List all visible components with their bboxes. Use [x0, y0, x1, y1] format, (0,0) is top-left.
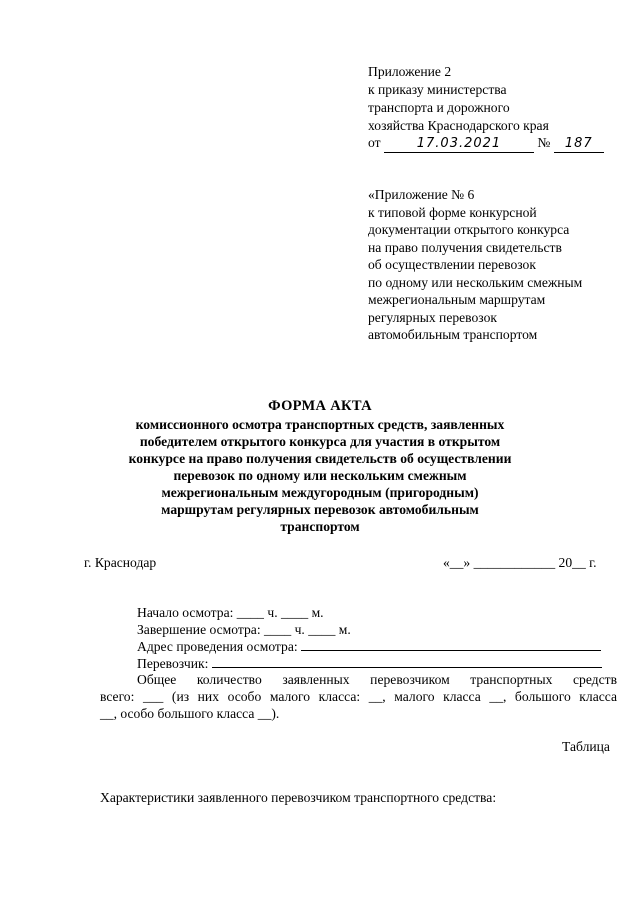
city: г. Краснодар [84, 555, 157, 570]
form-title: ФОРМА АКТА [268, 398, 372, 414]
address-row [137, 639, 601, 655]
title-line-1: комиссионного осмотра транспортных средств, заявленных [135, 417, 505, 432]
appendix-line-1: Приложение 2 [368, 64, 452, 79]
appendix6-line-1: «Приложение № 6 [368, 187, 475, 202]
order-date-row [368, 135, 604, 153]
order-date: 17.03.2021 [384, 136, 534, 153]
appendix-line-4: хозяйства Краснодарского края [368, 118, 549, 133]
appendix6-line-9: автомобильным транспортом [368, 327, 538, 342]
appendix6-line-7: межрегиональным маршрутам [368, 292, 546, 307]
title-line-7: транспортом [280, 519, 360, 534]
carrier-row [137, 656, 602, 672]
carrier-label: Перевозчик: [137, 656, 209, 671]
appendix6-line-4: на право получения свидетельств [368, 240, 562, 255]
title-line-2: победителем открытого конкурса для участия в открытом [139, 434, 501, 449]
address-line [301, 650, 601, 651]
appendix6-line-5: об осуществлении перевозок [368, 257, 536, 272]
address-label: Адрес проведения осмотра: [137, 639, 298, 654]
title-line-5: межрегиональным междугородным (пригородным) [161, 485, 479, 500]
appendix6-line-2: к типовой форме конкурсной [368, 205, 537, 220]
act-date: «__» ____________ 20__ г. [443, 555, 597, 570]
total-line-3: __, особо большого класса __). [100, 706, 280, 721]
title-line-3: конкурсе на право получения свидетельств об осуществлении [128, 451, 512, 466]
title-line-4: перевозок по одному или нескольким смежным [173, 468, 467, 483]
number-prefix: № [537, 135, 551, 150]
title-line-6: маршрутам регулярных перевозок автомобильным [161, 502, 479, 517]
total-line-2: всего: ___ (из них особо малого класса: __, малого класса __, большого класса [100, 689, 617, 704]
appendix6-line-3: документации открытого конкурса [368, 222, 570, 237]
appendix-line-2: к приказу министерства [368, 82, 507, 97]
appendix6-line-8: регулярных перевозок [368, 310, 497, 325]
table-label: Таблица [562, 739, 610, 754]
inspection-start: Начало осмотра: ____ ч. ____ м. [137, 605, 324, 620]
inspection-end: Завершение осмотра: ____ ч. ____ м. [137, 622, 351, 637]
appendix6-line-6: по одному или нескольким смежным [368, 275, 583, 290]
appendix-line-3: транспорта и дорожного [368, 100, 510, 115]
total-line-1: Общее количество заявленных перевозчиком транспортных средств [137, 672, 617, 687]
order-number: 187 [554, 136, 604, 153]
carrier-line [212, 667, 602, 668]
date-prefix: от [368, 135, 381, 150]
characteristics-heading: Характеристики заявленного перевозчиком транспортного средства: [100, 790, 497, 805]
